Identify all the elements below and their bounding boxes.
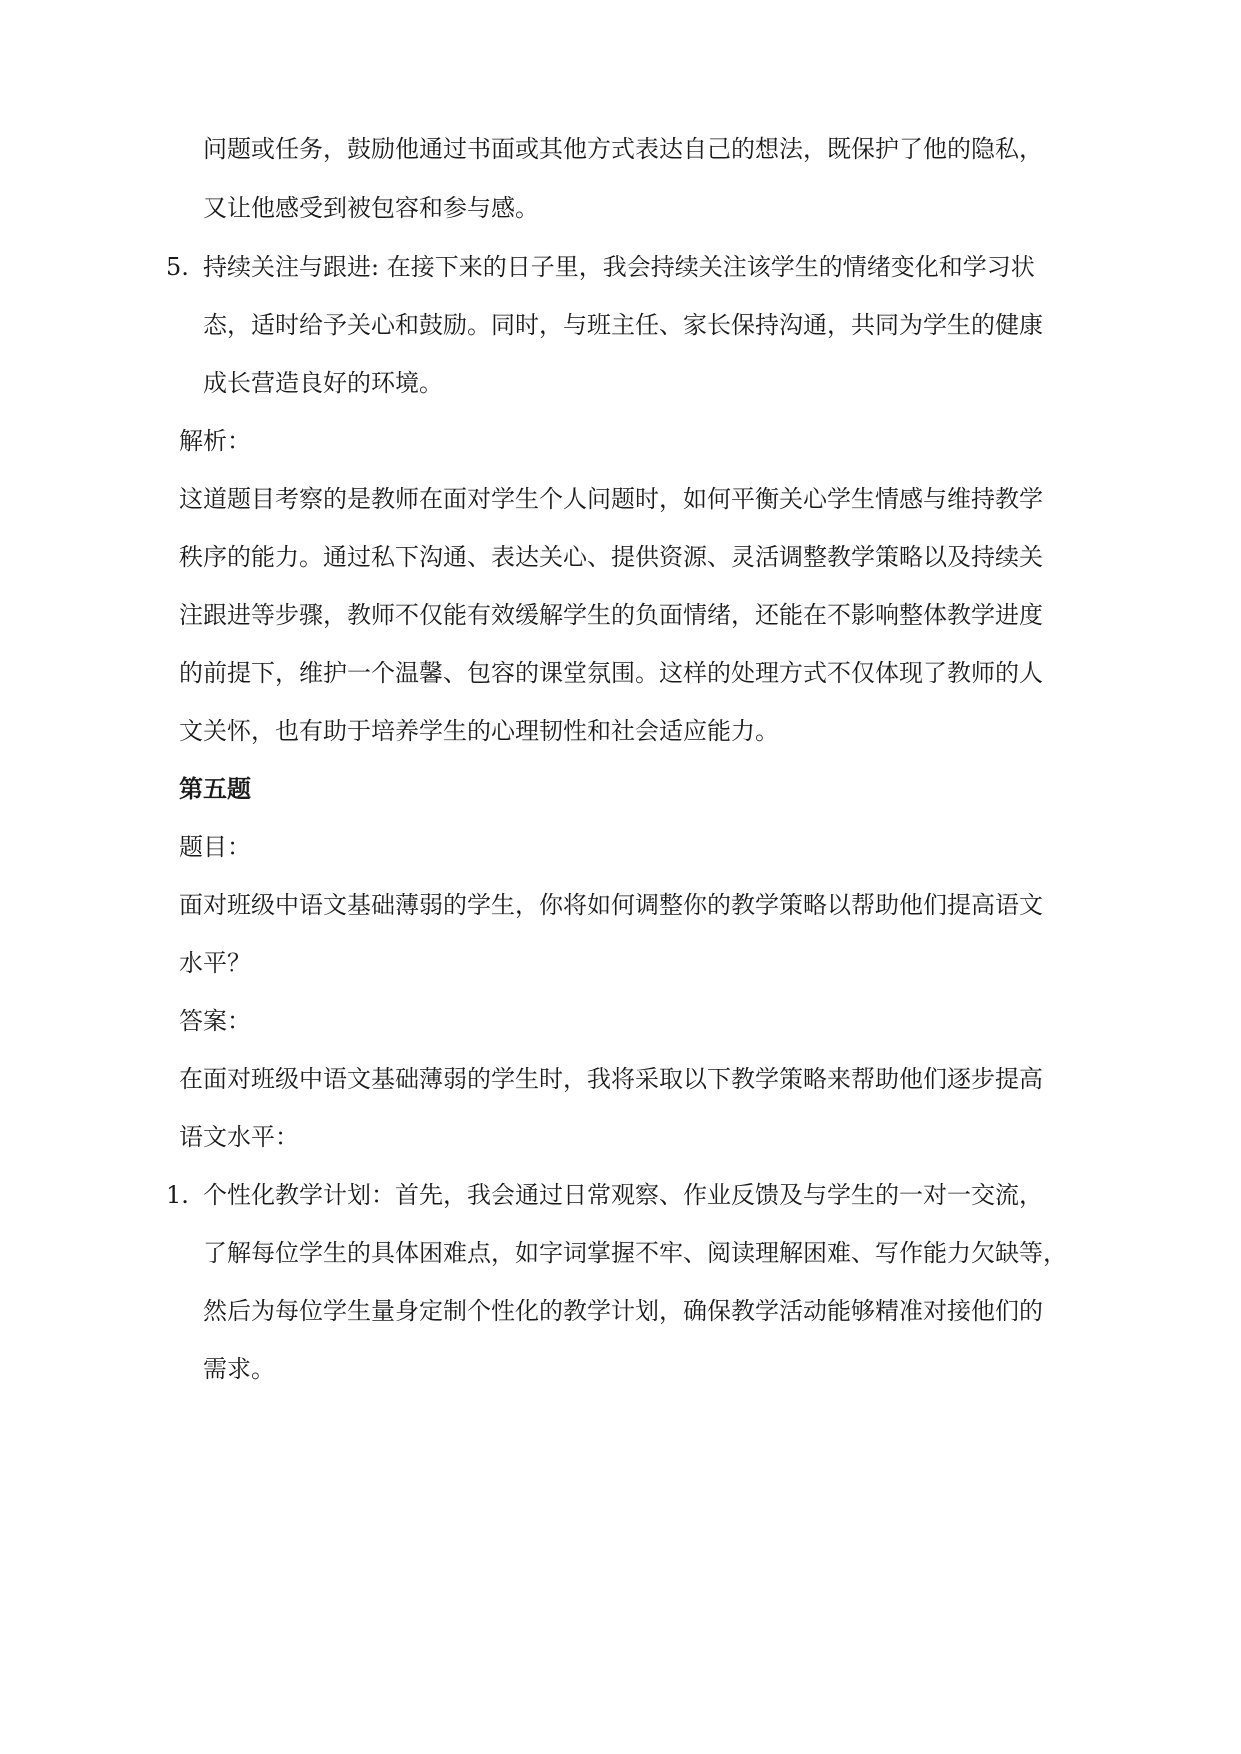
list-item-1-line-3: 然后为每位学生量身定制个性化的教学计划，确保教学活动能够精准对接他们的 xyxy=(203,1297,1043,1325)
section-title: 第五题 xyxy=(179,774,251,803)
list-item-5-line-1: 持续关注与跟进: 在接下来的日子里，我会持续关注该学生的情绪变化和学习状 xyxy=(203,253,1035,281)
answer-intro-line-1: 在面对班级中语文基础薄弱的学生时，我将采取以下教学策略来帮助他们逐步提高 xyxy=(179,1065,1043,1093)
list-item-1-line-4: 需求。 xyxy=(203,1355,275,1383)
list-item-5-line-2: 态，适时给予关心和鼓励。同时，与班主任、家长保持沟通，共同为学生的健康 xyxy=(203,311,1043,339)
list-item-4-continuation-line-2: 又让他感受到被包容和参与感。 xyxy=(203,194,539,222)
analysis-line-3: 注跟进等步骤，教师不仅能有效缓解学生的负面情绪，还能在不影响整体教学进度 xyxy=(179,601,1043,629)
list-item-5-line-3: 成长营造良好的环境。 xyxy=(203,369,443,397)
analysis-line-2: 秩序的能力。通过私下沟通、表达关心、提供资源、灵活调整教学策略以及持续关 xyxy=(179,543,1043,571)
list-item-1-line-1: 个性化教学计划：首先，我会通过日常观察、作业反馈及与学生的一对一交流， xyxy=(203,1181,1043,1209)
question-line-1: 面对班级中语文基础薄弱的学生，你将如何调整你的教学策略以帮助他们提高语文 xyxy=(179,891,1043,919)
answer-intro-line-2: 语文水平： xyxy=(179,1123,299,1151)
list-number-1: 1. xyxy=(166,1181,189,1209)
question-label: 题目： xyxy=(179,833,251,861)
analysis-label: 解析： xyxy=(179,427,251,455)
analysis-line-4: 的前提下，维护一个温馨、包容的课堂氛围。这样的处理方式不仅体现了教师的人 xyxy=(179,659,1043,687)
analysis-line-5: 文关怀，也有助于培养学生的心理韧性和社会适应能力。 xyxy=(179,717,779,745)
list-item-4-continuation-line-1: 问题或任务，鼓励他通过书面或其他方式表达自己的想法，既保护了他的隐私， xyxy=(203,135,1043,163)
question-line-2: 水平？ xyxy=(179,949,251,977)
answer-label: 答案： xyxy=(179,1007,251,1035)
list-item-1-line-2: 了解每位学生的具体困难点，如字词掌握不牢、阅读理解困难、写作能力欠缺等， xyxy=(203,1239,1067,1267)
analysis-line-1: 这道题目考察的是教师在面对学生个人问题时，如何平衡关心学生情感与维持教学 xyxy=(179,485,1043,513)
list-number-5: 5. xyxy=(166,253,189,281)
